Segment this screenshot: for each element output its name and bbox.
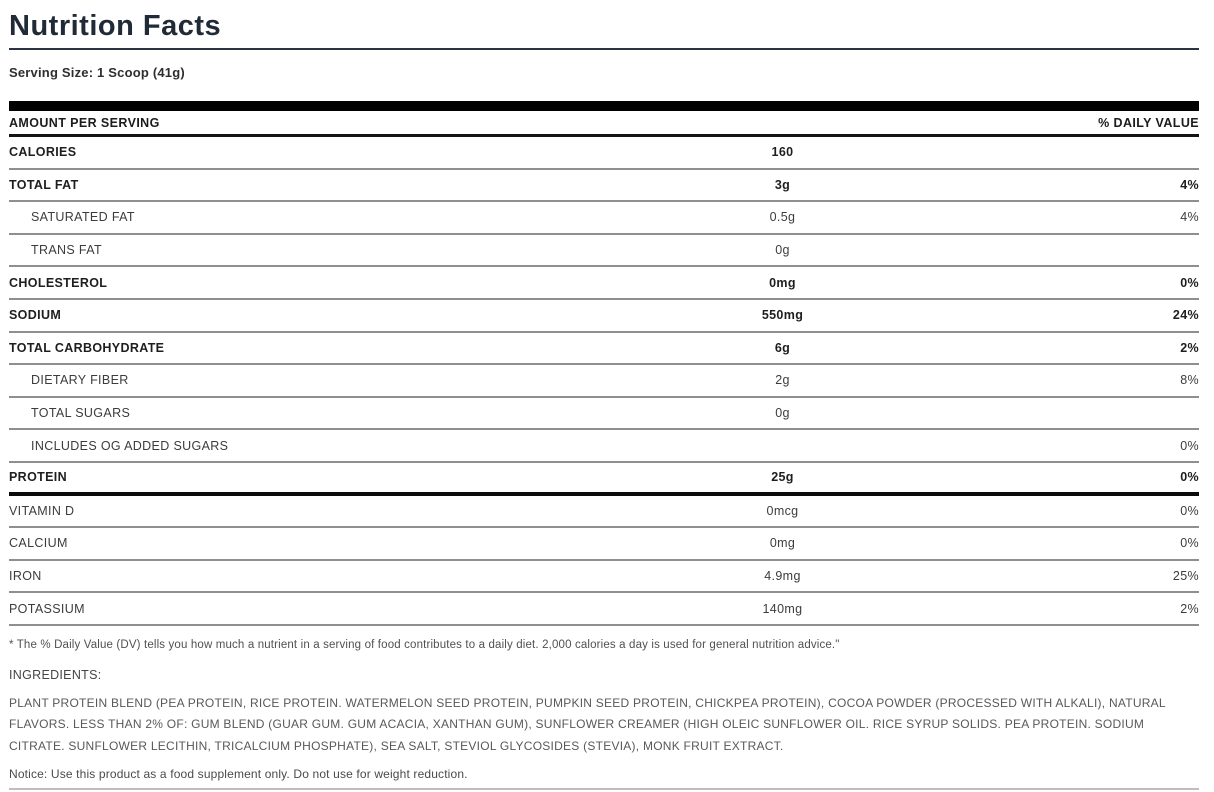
bottom-divider bbox=[9, 788, 1199, 790]
nutrient-amount: 25g bbox=[771, 470, 794, 485]
nutrient-label: VITAMIN D bbox=[9, 503, 75, 518]
nutrient-label: SODIUM bbox=[9, 308, 62, 323]
nutrient-row bbox=[9, 430, 1199, 463]
table-header bbox=[9, 111, 1199, 137]
notice-text: Notice: Use this product as a food supplement only. Do not use for weight reduction. bbox=[9, 767, 468, 782]
nutrient-label: TRANS FAT bbox=[31, 243, 102, 258]
nutrient-daily-value: 24% bbox=[1172, 308, 1199, 323]
page-title: Nutrition Facts bbox=[9, 10, 222, 42]
nutrient-row bbox=[9, 137, 1199, 170]
nutrient-amount: 550mg bbox=[761, 308, 804, 323]
nutrient-amount: 2g bbox=[775, 373, 790, 388]
nutrient-row bbox=[9, 300, 1199, 333]
nutrient-label: CHOLESTEROL bbox=[9, 275, 108, 290]
nutrient-label: DIETARY FIBER bbox=[31, 373, 129, 388]
nutrient-daily-value: 0% bbox=[1180, 470, 1199, 485]
nutrient-row bbox=[9, 496, 1199, 529]
nutrient-daily-value: 2% bbox=[1180, 340, 1199, 355]
nutrient-daily-value: 8% bbox=[1180, 373, 1199, 388]
amount-per-serving-header: AMOUNT PER SERVING bbox=[9, 115, 160, 130]
nutrient-amount: 0mg bbox=[769, 275, 796, 290]
nutrient-row bbox=[9, 528, 1199, 561]
nutrient-daily-value: 0% bbox=[1180, 275, 1199, 290]
nutrient-amount: 4.9mg bbox=[764, 569, 801, 584]
ingredients-heading: INGREDIENTS: bbox=[9, 667, 102, 682]
nutrient-row bbox=[9, 593, 1199, 626]
nutrient-amount: 0mcg bbox=[766, 503, 799, 518]
nutrient-label: PROTEIN bbox=[9, 470, 68, 485]
section-divider-bar bbox=[9, 101, 1199, 111]
nutrient-row bbox=[9, 561, 1199, 594]
nutrient-label: TOTAL FAT bbox=[9, 177, 79, 192]
nutrient-amount: 140mg bbox=[762, 601, 803, 616]
nutrient-label: INCLUDES OG ADDED SUGARS bbox=[31, 438, 229, 453]
nutrition-table bbox=[9, 137, 1199, 626]
serving-size: Serving Size: 1 Scoop (41g) bbox=[9, 65, 185, 80]
nutrient-daily-value: 25% bbox=[1172, 569, 1199, 584]
nutrient-row bbox=[9, 365, 1199, 398]
nutrient-amount: 160 bbox=[771, 145, 794, 160]
nutrient-amount: 0g bbox=[775, 243, 790, 258]
nutrient-label: TOTAL CARBOHYDRATE bbox=[9, 340, 165, 355]
nutrient-amount: 0.5g bbox=[769, 210, 796, 225]
nutrient-row bbox=[9, 398, 1199, 431]
nutrient-row bbox=[9, 170, 1199, 203]
nutrient-row bbox=[9, 463, 1199, 496]
nutrient-label: POTASSIUM bbox=[9, 601, 85, 616]
nutrient-row bbox=[9, 267, 1199, 300]
nutrient-amount: 3g bbox=[774, 177, 791, 192]
nutrient-daily-value: 0% bbox=[1180, 438, 1199, 453]
nutrient-label: IRON bbox=[9, 569, 42, 584]
title-divider bbox=[9, 48, 1199, 50]
nutrient-label: TOTAL SUGARS bbox=[31, 406, 131, 421]
nutrient-amount: 0g bbox=[775, 406, 790, 421]
nutrient-amount: 6g bbox=[774, 340, 791, 355]
nutrient-daily-value: 4% bbox=[1180, 210, 1199, 225]
nutrient-row bbox=[9, 235, 1199, 268]
daily-value-header: % DAILY VALUE bbox=[1098, 115, 1199, 130]
nutrient-daily-value: 2% bbox=[1180, 601, 1199, 616]
nutrient-amount: 0mg bbox=[769, 536, 796, 551]
nutrient-label: CALORIES bbox=[9, 145, 77, 160]
nutrient-row bbox=[9, 333, 1199, 366]
nutrient-daily-value: 4% bbox=[1180, 177, 1199, 192]
nutrient-label: CALCIUM bbox=[9, 536, 68, 551]
nutrient-daily-value: 0% bbox=[1180, 503, 1199, 518]
nutrient-daily-value: 0% bbox=[1180, 536, 1199, 551]
daily-value-footnote: * The % Daily Value (DV) tells you how much a nutrient in a serving of food contributes to a daily diet. 2,000 calories a day is used for general nutrition advice." bbox=[9, 638, 840, 651]
nutrient-label: SATURATED FAT bbox=[31, 210, 135, 225]
nutrient-row bbox=[9, 202, 1199, 235]
ingredients-text: PLANT PROTEIN BLEND (PEA PROTEIN, RICE PROTEIN. WATERMELON SEED PROTEIN, PUMPKIN SEED PROTEIN, CHICKPEA PROTEIN), COCOA POWDER (PROCESSED WITH ALKALI), NATURAL FLAVORS. LESS THAN 2% OF: GUM BLEND (GUAR GUM. GUM ACACIA, XANTHAN GUM), SUNFLOWER CREAMER (HIGH OLEIC SUNFLOWER OIL. RICE SYRUP SOLIDS. PEA PROTEIN. SODIUM CITRATE. SUNFLOWER LECITHIN, TRICALCIUM PHOSPHATE), SEA SALT, STEVIOL GLYCOSIDES (STEVIA), MONK FRUIT EXTRACT. bbox=[9, 695, 1166, 753]
